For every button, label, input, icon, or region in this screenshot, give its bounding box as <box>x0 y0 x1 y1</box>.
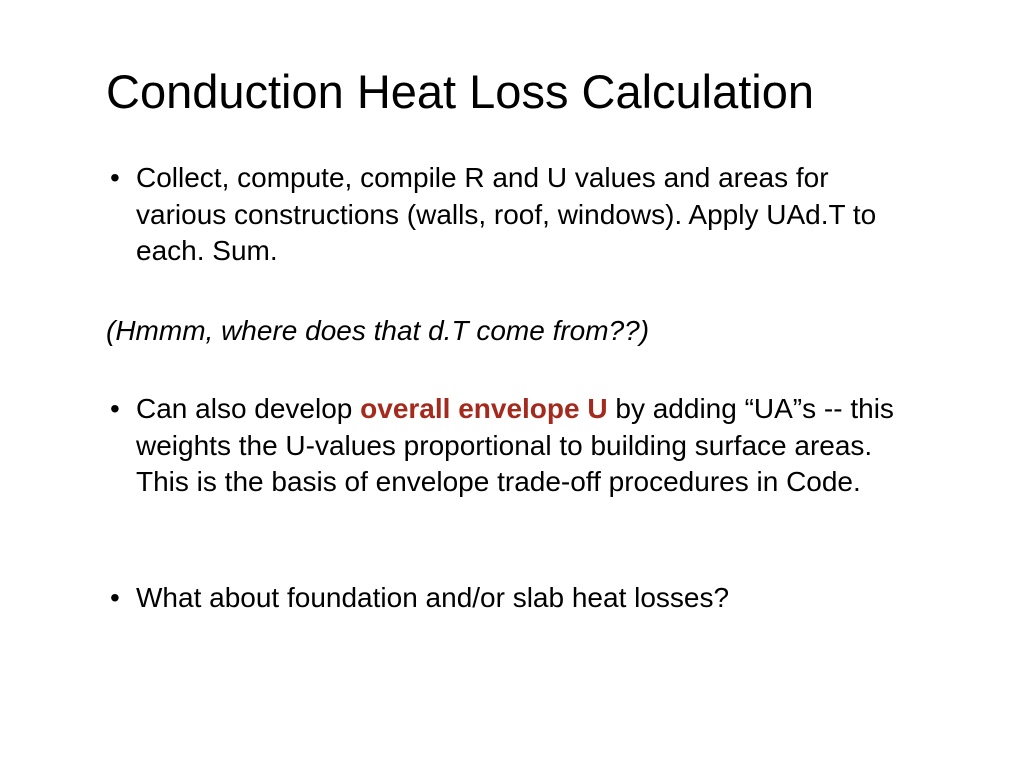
bullet-text-after: by adding “UA”s -- this weights the U-values proportional to building surface areas. This is the basis of envelope trade-off procedures in Code. <box>136 393 894 497</box>
bullet-icon: • <box>110 162 120 193</box>
bullet-icon: • <box>110 393 120 424</box>
bullet-text: What about foundation and/or slab heat losses? <box>136 582 730 613</box>
bullet-item-rvalues <box>110 160 910 270</box>
bullet-text: Collect, compute, compile R and U values and areas for various constructions (walls, roof, windows). Apply UAd.T to each. Sum. <box>136 162 877 266</box>
slide-title: Conduction Heat Loss Calculation <box>106 65 815 118</box>
bullet-text-before: Can also develop <box>136 393 361 424</box>
bullet-item-envelope <box>110 391 910 501</box>
bullet-text <box>136 391 910 501</box>
aside-note: (Hmmm, where does that d.T come from??) <box>106 315 650 346</box>
emphasis-text: overall envelope U <box>360 393 608 424</box>
bullet-icon: • <box>110 582 120 613</box>
bullet-item-foundation <box>110 580 910 617</box>
